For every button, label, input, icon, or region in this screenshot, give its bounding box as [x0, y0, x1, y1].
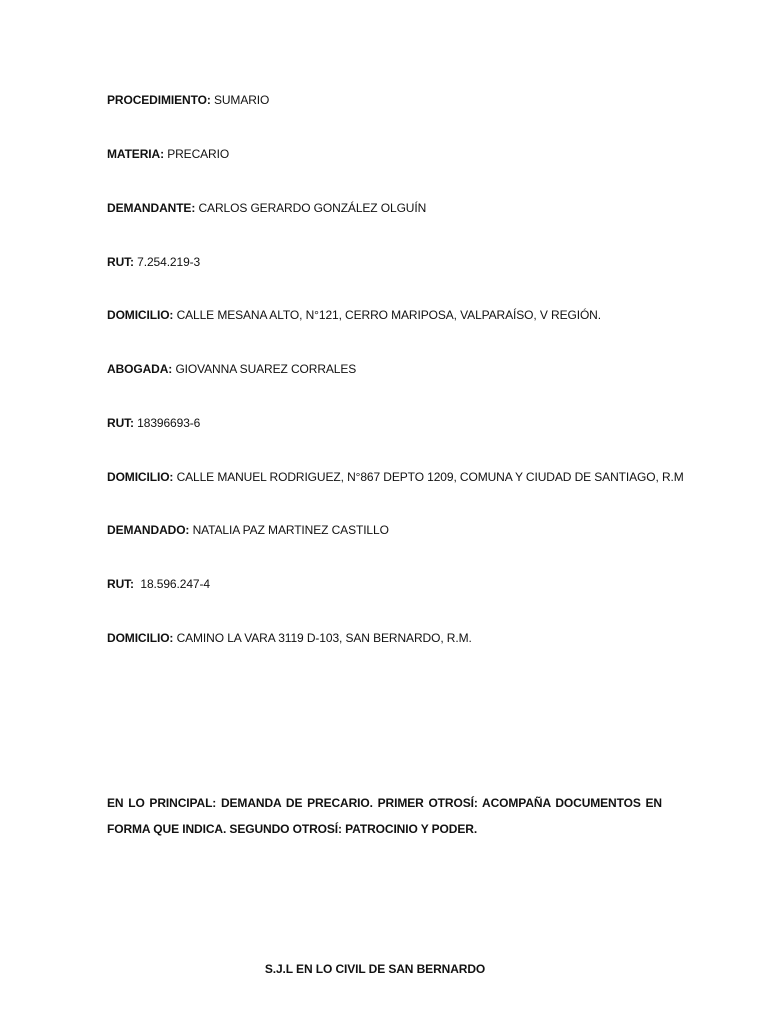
field-domicilio-abogada	[107, 469, 684, 485]
field-label: PROCEDIMIENTO:	[107, 93, 211, 107]
field-label: DEMANDANTE:	[107, 201, 196, 215]
field-value: 18.596.247-4	[137, 577, 210, 591]
field-rut-demandante	[107, 254, 200, 270]
field-label: RUT:	[107, 577, 134, 591]
field-rut-demandado	[107, 576, 210, 592]
field-domicilio-demandante	[107, 307, 601, 323]
field-value: CAMINO LA VARA 3119 D-103, SAN BERNARDO, R.M.	[176, 631, 472, 645]
field-value: CALLE MANUEL RODRIGUEZ, N°867 DEPTO 1209, COMUNA Y CIUDAD DE SANTIAGO, R.M	[176, 470, 684, 484]
field-label: RUT:	[107, 416, 134, 430]
field-rut-abogada	[107, 415, 200, 431]
field-label: DOMICILIO:	[107, 631, 174, 645]
court-heading: S.J.L EN LO CIVIL DE SAN BERNARDO	[264, 962, 486, 976]
field-abogada	[107, 361, 356, 377]
field-value: GIOVANNA SUAREZ CORRALES	[175, 362, 357, 376]
field-procedimiento	[107, 92, 269, 108]
field-label: DEMANDADO:	[107, 523, 190, 537]
field-value: 7.254.219-3	[137, 255, 201, 269]
field-value: PRECARIO	[167, 147, 230, 161]
field-label: RUT:	[107, 255, 134, 269]
field-label: DOMICILIO:	[107, 470, 174, 484]
field-label: ABOGADA:	[107, 362, 173, 376]
field-value: SUMARIO	[213, 93, 270, 107]
field-value: 18396693-6	[137, 416, 201, 430]
field-value: CALLE MESANA ALTO, N°121, CERRO MARIPOSA, VALPARAÍSO, V REGIÓN.	[176, 308, 601, 322]
field-label: MATERIA:	[107, 147, 164, 161]
document-summary: EN LO PRINCIPAL: DEMANDA DE PRECARIO. PRIMER OTROSÍ: ACOMPAÑA DOCUMENTOS EN FORMA QUE INDICA. SEGUNDO OTROSÍ: PATROCINIO Y PODER.	[107, 796, 662, 836]
field-demandante	[107, 200, 426, 216]
field-domicilio-demandado	[107, 630, 472, 646]
field-demandado	[107, 522, 389, 538]
field-materia	[107, 146, 229, 162]
field-label: DOMICILIO:	[107, 308, 174, 322]
field-value: NATALIA PAZ MARTINEZ CASTILLO	[192, 523, 389, 537]
field-value: CARLOS GERARDO GONZÁLEZ OLGUÍN	[198, 201, 427, 215]
